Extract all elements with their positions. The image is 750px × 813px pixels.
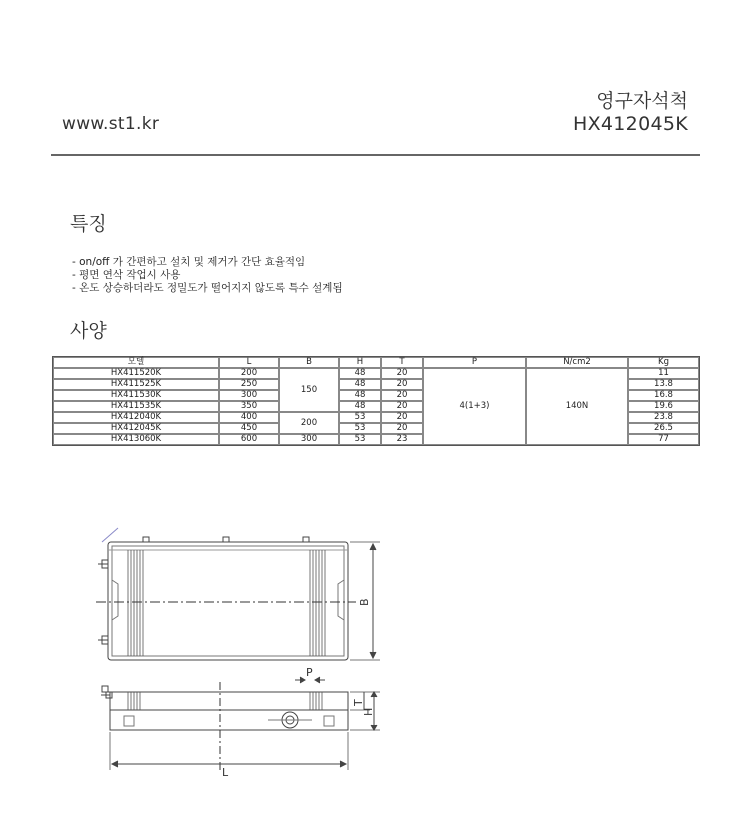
- cell-kg: 11: [628, 368, 699, 379]
- header-divider: [51, 154, 700, 156]
- cell-t: 20: [381, 379, 423, 390]
- cell-l: 450: [219, 423, 279, 434]
- spec-table: [52, 356, 700, 446]
- cell-h: 53: [339, 423, 381, 434]
- cell-l: 400: [219, 412, 279, 423]
- cell-t: 20: [381, 401, 423, 412]
- spec-heading: 사양: [70, 320, 107, 342]
- cell-h: 48: [339, 368, 381, 379]
- cell-b-group: 300: [279, 434, 339, 445]
- site-url: www.st1.kr: [62, 114, 160, 134]
- cell-model: HX411530K: [53, 390, 219, 401]
- cell-kg: 19.6: [628, 401, 699, 412]
- side-view: [101, 682, 380, 772]
- table-row: [53, 368, 699, 379]
- cell-h: 48: [339, 379, 381, 390]
- product-model: HX412045K: [573, 113, 688, 135]
- cell-l: 200: [219, 368, 279, 379]
- cell-model: HX411535K: [53, 401, 219, 412]
- label-l: L: [222, 766, 229, 779]
- col-header-kg: Kg: [628, 357, 699, 368]
- cell-kg: 13.8: [628, 379, 699, 390]
- feature-item: - 평면 연삭 작업시 사용: [72, 269, 181, 281]
- cell-h: 53: [339, 434, 381, 445]
- cell-p: 4(1+3): [423, 368, 526, 445]
- cell-h: 48: [339, 401, 381, 412]
- label-h: H: [362, 707, 375, 716]
- features-list: [72, 256, 343, 295]
- feature-item: - on/off 가 간편하고 설치 및 제거가 간단 효율적임: [72, 256, 306, 268]
- product-name: 영구자석척: [596, 90, 688, 112]
- col-header-force: N/cm2: [526, 357, 628, 368]
- cell-l: 350: [219, 401, 279, 412]
- cell-t: 23: [381, 434, 423, 445]
- cell-model: HX412040K: [53, 412, 219, 423]
- cell-kg: 26.5: [628, 423, 699, 434]
- cell-kg: 16.8: [628, 390, 699, 401]
- col-header-h: H: [339, 357, 381, 368]
- label-p: P: [306, 666, 313, 679]
- cell-b-group: 200: [279, 412, 339, 434]
- technical-drawing: [88, 520, 388, 780]
- cell-model: HX412045K: [53, 423, 219, 434]
- cell-h: 53: [339, 412, 381, 423]
- cell-h: 48: [339, 390, 381, 401]
- feature-item: - 온도 상승하더라도 정밀도가 떨어지지 않도록 특수 설계됨: [72, 282, 343, 294]
- cell-l: 250: [219, 379, 279, 390]
- cell-model: HX411520K: [53, 368, 219, 379]
- col-header-l: L: [219, 357, 279, 368]
- label-b: B: [358, 598, 371, 606]
- top-view: [96, 528, 380, 660]
- col-header-t: T: [381, 357, 423, 368]
- cell-t: 20: [381, 423, 423, 434]
- col-header-model: 모델: [53, 357, 219, 368]
- col-header-p: P: [423, 357, 526, 368]
- cell-kg: 77: [628, 434, 699, 445]
- cell-model: HX411525K: [53, 379, 219, 390]
- cell-kg: 23.8: [628, 412, 699, 423]
- cell-b-group: 150: [279, 368, 339, 412]
- cell-model: HX413060K: [53, 434, 219, 445]
- table-header-row: [53, 357, 699, 368]
- cell-l: 300: [219, 390, 279, 401]
- cell-t: 20: [381, 368, 423, 379]
- cell-t: 20: [381, 412, 423, 423]
- cell-t: 20: [381, 390, 423, 401]
- col-header-b: B: [279, 357, 339, 368]
- cell-l: 600: [219, 434, 279, 445]
- cell-force: 140N: [526, 368, 628, 445]
- features-heading: 특징: [70, 213, 107, 235]
- label-t: T: [352, 699, 365, 706]
